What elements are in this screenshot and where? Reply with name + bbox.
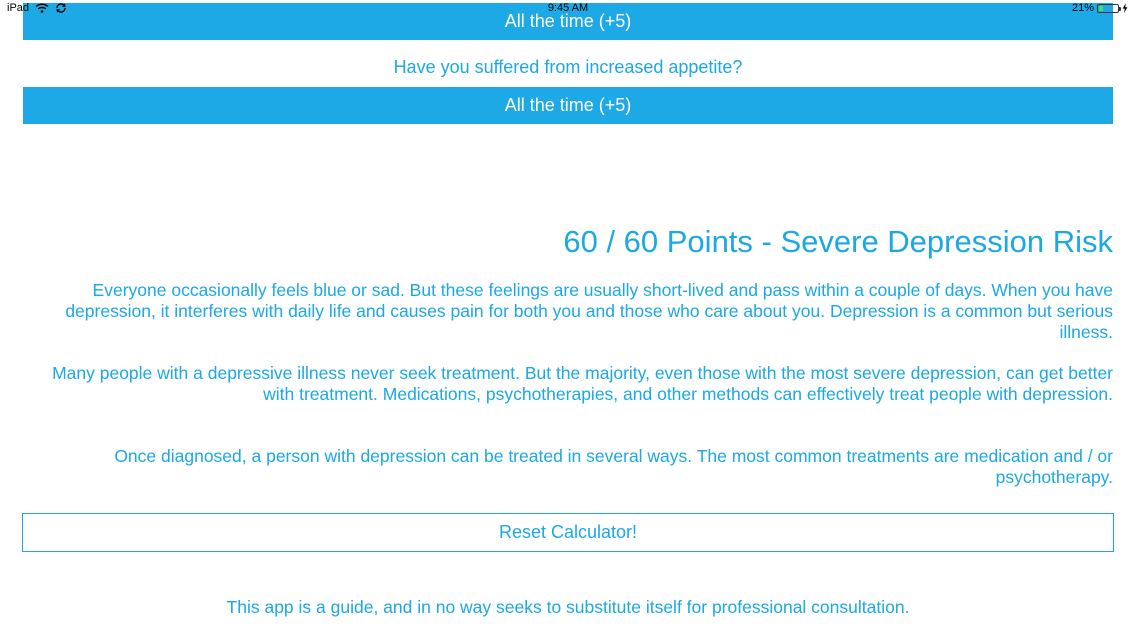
battery-icon <box>1097 4 1119 13</box>
status-time: 9:45 AM <box>547 2 589 14</box>
result-paragraph-3: Once diagnosed, a person with depression can be treated in several ways. The most common treatments are medication and / or psychotherapy. <box>114 446 1113 487</box>
answer-button[interactable] <box>23 87 1113 124</box>
device-label: iPad <box>7 2 30 14</box>
reset-button-label: Reset Calculator! <box>498 522 638 542</box>
battery-percent: 21% <box>1071 2 1094 14</box>
result-title: 60 / 60 Points - Severe Depression Risk <box>563 224 1113 259</box>
answer-label: All the time (+5) <box>504 95 632 115</box>
battery-fill <box>1099 6 1103 11</box>
status-right <box>1072 2 1128 14</box>
result-paragraph-2: Many people with a depressive illness never seek treatment. But the majority, even those with the most severe depression, can get better with treatment. Medications, psychotherapies, and other methods can effectively treat people with depression. <box>52 363 1113 404</box>
previous-answer-label: All the time (+5) <box>504 11 632 31</box>
disclaimer: This app is a guide, and in no way seeks to substitute itself for professional consultation. <box>226 597 910 617</box>
status-bar <box>0 0 1136 16</box>
charging-icon <box>1122 3 1128 13</box>
question-text: Have you suffered from increased appetite? <box>393 57 743 77</box>
reset-calculator-button[interactable] <box>22 513 1114 552</box>
result-paragraph-1: Everyone occasionally feels blue or sad. But these feelings are usually short-lived and pass within a couple of days. When you have depression, it interferes with daily life and causes pain for both you and those who care about you. Depression is a common but serious illness. <box>65 280 1113 342</box>
